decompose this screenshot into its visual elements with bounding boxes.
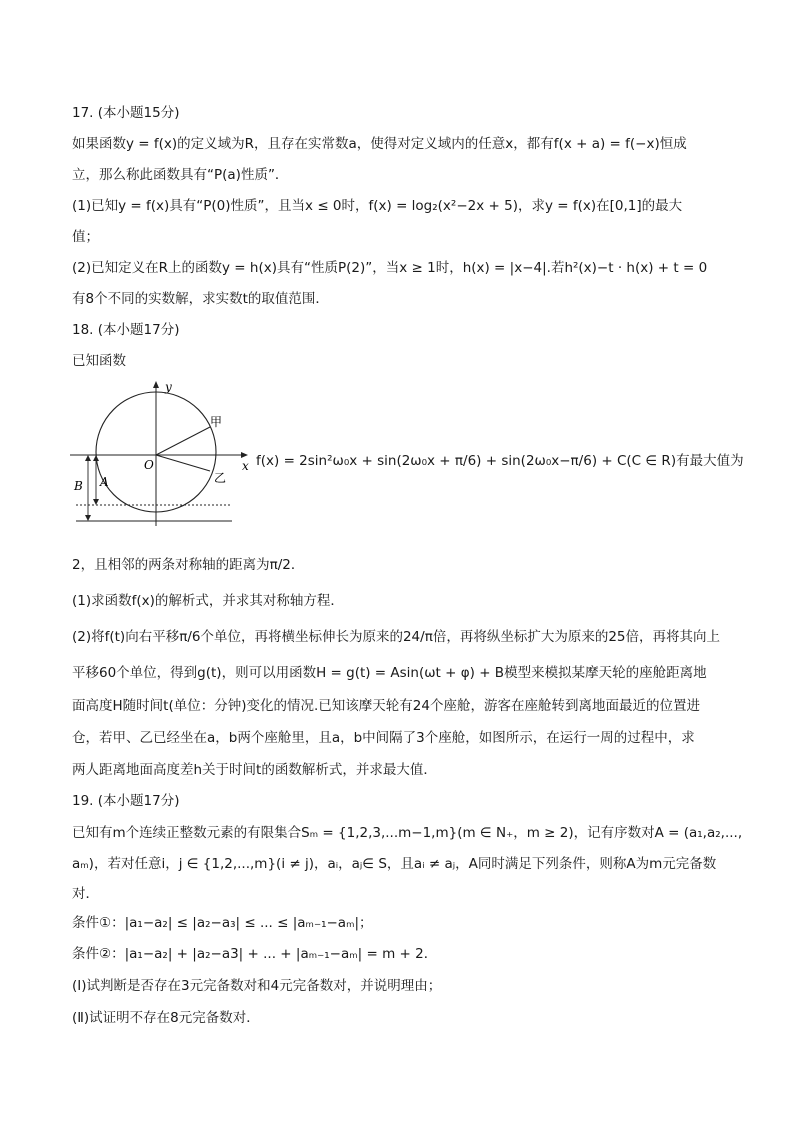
q18-formula: f(x) = 2sin²ω₀x + sin(2ω₀x + π/6) + sin(2ω₀x−π/6) + C(C ∈ R)有最大值为 (256, 453, 744, 469)
radius-yi (156, 455, 210, 471)
q18-line-2: (1)求函数f(x)的解析式，并求其对称轴方程． (72, 593, 344, 609)
x-axis-arrow (241, 452, 248, 458)
q18-line-1: 2，且相邻的两条对称轴的距离为π/2． (72, 557, 305, 573)
q17-line-4: 值； (72, 229, 99, 245)
q17-line-1: 如果函数y = f(x)的定义域为R，且存在实常数a，使得对定义域内的任意x，都有f(x + a) = f(−x)恒成 (72, 136, 687, 152)
q17-line-2: 立，那么称此函数具有“P(a)性质”． (72, 167, 289, 183)
radius-jia (156, 427, 210, 455)
label-x: x (242, 459, 249, 473)
q17-line-5: (2)已知定义在R上的函数y = h(x)具有“性质P(2)”，当x ≥ 1时，h(x) = |x−4|.若h²(x)−t · h(x) + t = 0 (72, 260, 708, 276)
ferris-wheel-figure (68, 378, 258, 533)
q19-line-2: aₘ)，若对任意i，j ∈ {1,2,...,m}(i ≠ j)，aᵢ，aⱼ∈ S，且aᵢ ≠ aⱼ，A同时满足下列条件，则称A为m元完备数 (72, 856, 717, 872)
b-arrow-bottom (85, 515, 91, 521)
y-axis-arrow (153, 381, 159, 388)
q19-condition-1: 条件①：|a₁−a₂| ≤ |a₂−a₃| ≤ ... ≤ |aₘ₋₁−aₘ|； (72, 915, 373, 931)
q17-line-3: (1)已知y = f(x)具有“P(0)性质”，且当x ≤ 0时，f(x) = log₂(x²−2x + 5)，求y = f(x)在[0,1]的最大 (72, 198, 683, 214)
a-arrow-top (93, 455, 99, 461)
a-arrow-bottom (93, 499, 99, 505)
q19-line-1: 已知有m个连续正整数元素的有限集合Sₘ = {1,2,3,...m−1,m}(m ∈ N₊，m ≥ 2)，记有序数对A = (a₁,a₂,..., (72, 825, 743, 841)
q17-header: 17. (本小题15分) (72, 105, 180, 121)
q19-part-2: (Ⅱ)试证明不存在8元完备数对． (72, 1010, 260, 1026)
q19-condition-2: 条件②：|a₁−a₂| + |a₂−a3| + ... + |aₘ₋₁−aₘ| = m + 2． (72, 946, 438, 962)
label-b: B (74, 479, 83, 493)
label-origin: O (144, 458, 154, 472)
label-y: y (165, 380, 172, 394)
b-arrow-top (85, 455, 91, 461)
q18-line-4: 平移60个单位，得到g(t)，则可以用函数H = g(t) = Asin(ωt + φ) + B模型来模拟某摩天轮的座舱距离地 (72, 665, 707, 681)
q19-part-1: (Ⅰ)试判断是否存在3元完备数对和4元完备数对，并说明理由； (72, 978, 442, 994)
q19-line-3: 对． (72, 886, 99, 902)
label-yi: 乙 (214, 471, 227, 485)
label-a: A (100, 475, 109, 489)
q18-intro: 已知函数 (72, 353, 126, 369)
q18-line-3: (2)将f(t)向右平移π/6个单位，再将横坐标伸长为原来的24/π倍，再将纵坐标扩大为原来的25倍，再将其向上 (72, 629, 720, 645)
q19-header: 19. (本小题17分) (72, 793, 180, 809)
label-jia: 甲 (210, 415, 223, 429)
q18-header: 18. (本小题17分) (72, 322, 180, 338)
q18-line-7: 两人距离地面高度差h关于时间t的函数解析式，并求最大值． (72, 762, 437, 778)
q17-line-6: 有8个不同的实数解，求实数t的取值范围． (72, 291, 329, 307)
q18-line-5: 面高度H随时间t(单位：分钟)变化的情况.已知该摩天轮有24个座舱，游客在座舱转到离地面最近的位置进 (72, 698, 700, 714)
q18-line-6: 仓，若甲、乙已经坐在a，b两个座舱里，且a，b中间隔了3个座舱，如图所示，在运行一周的过程中，求 (72, 730, 695, 746)
